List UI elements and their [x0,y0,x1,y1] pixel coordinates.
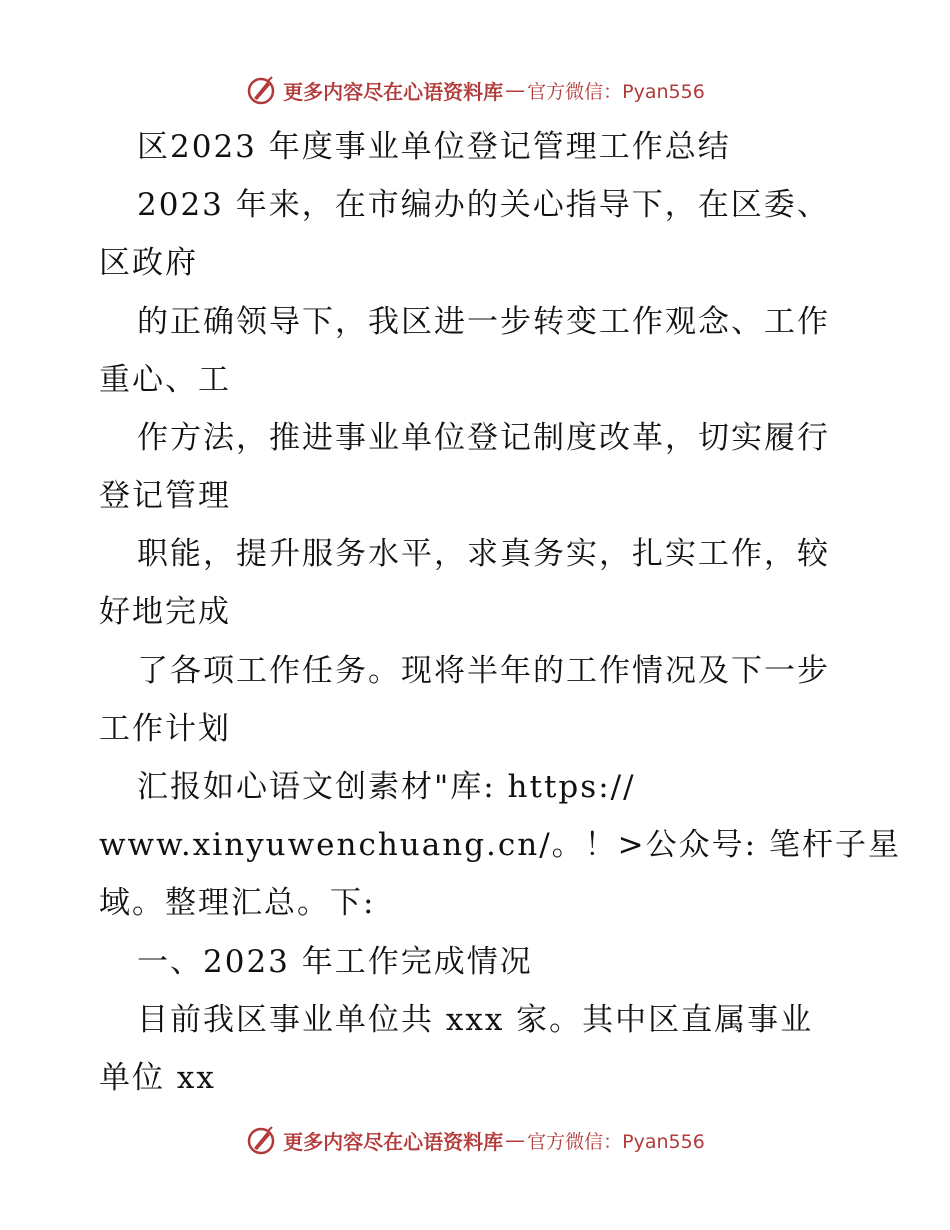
header-watermark-banner [0,70,950,110]
paragraph-line: 工作计划 [99,711,231,747]
paragraph-line: 的正确领导下，我区进一步转变工作观念、工作 [137,304,830,340]
banner-dash: — [505,1128,526,1152]
quill-logo-icon [245,1124,277,1156]
paragraph-line: 登记管理 [99,478,231,514]
banner-title: 更多内容尽在心语资料库 [283,79,504,104]
paragraph-line: 单位 xx [99,1060,216,1096]
section-heading: 一、2023 年工作完成情况 [137,944,533,980]
paragraph-line: www.xinyuwenchuang.cn/。！>公众号: 笔杆子星 [99,827,901,863]
paragraph-line: 区政府 [99,245,198,281]
paragraph-line: 域。整理汇总。下: [99,885,376,921]
banner-dash: — [505,78,526,102]
paragraph-line: 汇报如心语文创素材"库: https:// [137,769,636,805]
paragraph-line: 作方法，推进事业单位登记制度改革，切实履行 [137,420,830,456]
paragraph-line: 职能，提升服务水平，求真务实，扎实工作，较 [137,536,830,572]
banner-title: 更多内容尽在心语资料库 [283,1129,504,1154]
paragraph-line: 好地完成 [99,594,231,630]
paragraph-line: 重心、工 [99,362,231,398]
banner-wechat: 官方微信：Pyan556 [527,1130,705,1153]
paragraph-line: 2023 年来，在市编办的关心指导下，在区委、 [137,187,830,223]
document-title: 区2023 年度事业单位登记管理工作总结 [137,129,731,165]
paragraph-line: 目前我区事业单位共 xxx 家。其中区直属事业 [137,1002,814,1038]
footer-watermark-banner [0,1120,950,1160]
quill-logo-icon [245,74,277,106]
paragraph-line: 了各项工作任务。现将半年的工作情况及下一步 [137,653,830,689]
banner-wechat: 官方微信：Pyan556 [527,80,705,103]
